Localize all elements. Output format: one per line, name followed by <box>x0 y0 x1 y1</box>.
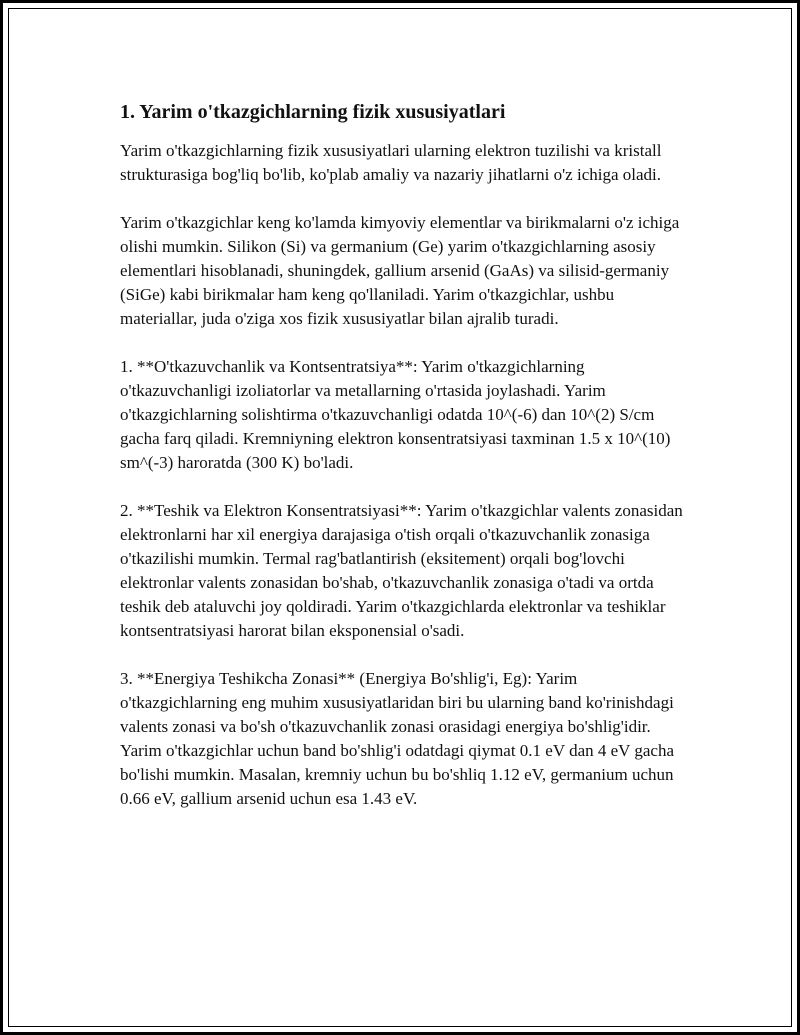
section-heading: 1. Yarim o'tkazgichlarning fizik xususiyatlari <box>120 101 506 123</box>
document-body <box>120 99 695 835</box>
paragraph-intro: Yarim o'tkazgichlarning fizik xususiyatlari ularning elektron tuzilishi va kristall strukturasiga bog'liq bo'lib, ko'plab amaliy va nazariy jihatlarni o'z ichiga oladi. <box>120 141 662 184</box>
paragraph-hole-electron: 2. **Teshik va Elektron Konsentratsiyasi**: Yarim o'tkazgichlar valents zonasidan elektronlarni har xil energiya darajasiga o'tish orqali o'tkazuvchanlik zonasiga o'tkazilishi mumkin. Termal rag'batlantirish (eksitement) orqali bog'lovchi elektronlar valents zonasidan bo'shab, o'tkazuvchanlik zonasiga o'tadi va ortda teshik deb ataluvchi joy qoldiradi. Yarim o'tkazgichlarda elektronlar va teshiklar kontsentratsiyasi harorat bilan eksponensial o'sadi. <box>120 501 683 640</box>
paragraph-conductivity: 1. **O'tkazuvchanlik va Kontsentratsiya**: Yarim o'tkazgichlarning o'tkazuvchanligi izoliatorlar va metallarning o'rtasida joylashadi. Yarim o'tkazgichlarning solishtirma o'tkazuvchanligi odatda 10^(-6) dan 10^(2) S/cm gacha farq qiladi. Kremniyning elektron konsentratsiyasi taxminan 1.5 x 10^(10) sm^(-3) haroratda (300 K) bo'ladi. <box>120 357 671 472</box>
paragraph-materials: Yarim o'tkazgichlar keng ko'lamda kimyoviy elementlar va birikmalarni o'z ichiga olishi mumkin. Silikon (Si) va germanium (Ge) yarim o'tkazgichlarning asosiy elementlari hisoblanadi, shuningdek, gallium arsenid (GaAs) va silisid-germaniy (SiGe) kabi birikmalar ham keng qo'llaniladi. Yarim o'tkazgichlar, ushbu materiallar, juda o'ziga xos fizik xususiyatlar bilan ajralib turadi. <box>120 213 680 328</box>
paragraph-band-gap: 3. **Energiya Teshikcha Zonasi** (Energiya Bo'shlig'i, Eg): Yarim o'tkazgichlarning eng muhim xususiyatlaridan biri bu ularning band ko'rinishdagi valents zonasi va bo'sh o'tkazuvchanlik zonasi orasidagi energiya bo'shlig'idir. Yarim o'tkazgichlar uchun band bo'shlig'i odatdagi qiymat 0.1 eV dan 4 eV gacha bo'lishi mumkin. Masalan, kremniy uchun bu bo'shliq 1.12 eV, germanium uchun 0.66 eV, gallium arsenid uchun esa 1.43 eV. <box>120 669 675 808</box>
